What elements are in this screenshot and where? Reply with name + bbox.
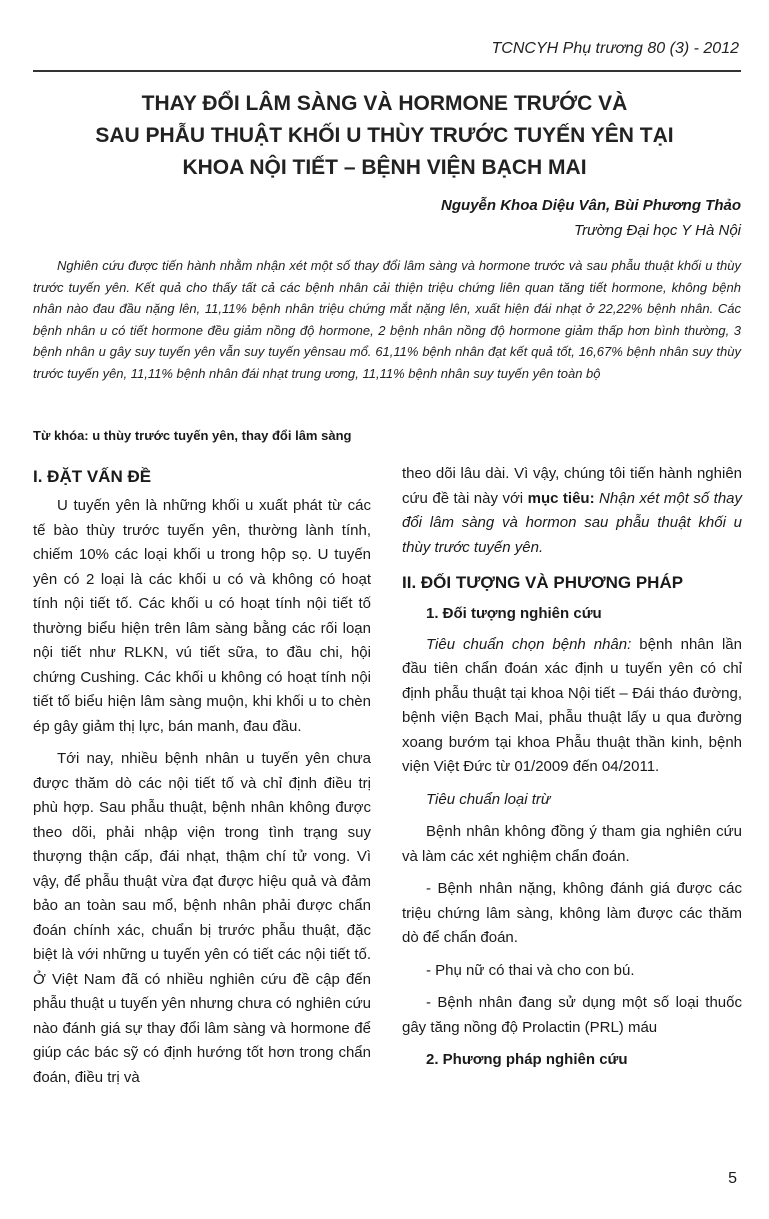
inclusion-label: Tiêu chuẩn chọn bệnh nhân: bbox=[426, 635, 632, 653]
paper-title bbox=[40, 88, 729, 184]
subsection-heading-1: 1. Đối tượng nghiên cứu bbox=[426, 605, 602, 622]
title-line-3: KHOA NỘI TIẾT – BỆNH VIỆN BẠCH MAI bbox=[182, 156, 587, 179]
objective-text: theo dõi lâu dài. Vì vậy, chúng tôi tiến hành nghiên cứu đề tài này với bbox=[402, 465, 742, 507]
title-line-1: THAY ĐỔI LÂM SÀNG VÀ HORMONE TRƯỚC VÀ bbox=[141, 92, 628, 115]
affiliation: Trường Đại học Y Hà Nội bbox=[574, 222, 741, 239]
journal-header: TCNCYH Phụ trương 80 (3) - 2012 bbox=[491, 40, 739, 57]
objective-paragraph bbox=[402, 462, 742, 560]
exclusion-label: Tiêu chuẩn loại trừ bbox=[426, 790, 551, 808]
left-column bbox=[33, 462, 371, 1098]
authors: Nguyễn Khoa Diệu Vân, Bùi Phương Thảo bbox=[441, 197, 741, 214]
inclusion-text: bệnh nhân lần đầu tiên chẩn đoán xác định u tuyến yên có chỉ định phẫu thuật tại khoa Nội tiết – Đái tháo đường, bệnh viện Bạch Mai, phẫu thuật lấy u qua đường xoang bướm tại khoa Phẫu thuật thần kinh, bệnh viện Việt Đức từ 01/2009 đến 04/2011. bbox=[402, 635, 742, 775]
page-number: 5 bbox=[728, 1170, 737, 1187]
intro-paragraph-2: Tới nay, nhiều bệnh nhân u tuyến yên chưa được thăm dò các nội tiết tố và chỉ định điều trị phù hợp. Sau phẫu thuật, bệnh nhân không được theo dõi, phải nhập viện trong tình trạng suy thượng thận cấp, đái nhạt, thậm chí tử vong. Vì vậy, để phẫu thuật vừa đạt được hiệu quả và đảm bảo an toàn sau mổ, bệnh nhân phải được chẩn đoán chính xác, chuẩn bị trước phẫu thuật, đặc biệt là với những u tuyến yên có tiết các nội tiết tố. Ở Việt Nam đã có nhiều nghiên cứu đề cập đến phẫu thuật u tuyến yên nhưng chưa có nghiên cứu nào đánh giá sự thay đổi lâm sàng và hormone để giúp các bác sỹ có định hướng tốt hơn trong chẩn đoán, điều trị và bbox=[33, 750, 371, 1086]
right-column bbox=[402, 462, 742, 1079]
exclusion-item-2: - Bệnh nhân nặng, không đánh giá được các triệu chứng lâm sàng, không làm được các thăm dò để chẩn đoán. bbox=[402, 880, 742, 946]
abstract: Nghiên cứu được tiến hành nhằm nhận xét một số thay đổi lâm sàng và hormone trước và sau phẫu thuật khối u thùy trước tuyến yên. Kết quả cho thấy tất cả các bệnh nhân cải thiện triệu chứng liên quan tăng tiết hormone, không bệnh nhân nào đau đầu nặng lên, 11,11% bệnh nhân triệu chứng mắt nặng lên, xuất hiện đái nhạt ở 22,22% bệnh nhân. Các bệnh nhân u có tiết hormone đều giảm nồng độ hormone, 2 bệnh nhân nồng độ hormone giảm thấp hơn bình thường, 3 bệnh nhân u gây suy tuyến yên vẫn suy tuyến yênsau mổ. 61,11% bệnh nhân đạt kết quả tốt, 16,67% bệnh nhân suy thùy trước tuyến yên, 11,11% bệnh nhân đái nhạt trung ương, 11,11% bệnh nhân suy tuyến yên toàn bộ bbox=[33, 258, 741, 381]
exclusion-item-4: - Bệnh nhân đang sử dụng một số loại thuốc gây tăng nồng độ Prolactin (PRL) máu bbox=[402, 994, 742, 1036]
intro-paragraph-1: U tuyến yên là những khối u xuất phát từ các tế bào thùy trước tuyến yên, thường lành tính, chiếm 10% các loại khối u trong hộp sọ. U tuyến yên có 2 loại là các khối u có và không có hoạt tính nội tiết tố. Các khối u có hoạt tính nội tiết tố thường biểu hiện trên lâm sàng bằng các rối loạn nội tiết như RLKN, vú tiết sữa, to đầu chi, hội chứng Cushing. Các khối u không có hoạt tính nội tiết tố biểu hiện lâm sàng muộn, khi khối u to chèn ép gây giảm thị lực, bán manh, đau đầu. bbox=[33, 497, 371, 735]
inclusion-criteria bbox=[402, 633, 742, 780]
exclusion-item-3: - Phụ nữ có thai và cho con bú. bbox=[426, 961, 635, 979]
exclusion-item-1: Bệnh nhân không đồng ý tham gia nghiên cứu và làm các xét nghiệm chẩn đoán. bbox=[402, 823, 742, 865]
keywords: Từ khóa: u thùy trước tuyến yên, thay đổi lâm sàng bbox=[33, 428, 352, 443]
title-line-2: SAU PHẪU THUẬT KHỐI U THÙY TRƯỚC TUYẾN YÊN TẠI bbox=[95, 124, 674, 147]
objective-italic: Nhận xét một số thay đổi lâm sàng và hormon sau phẫu thuật khối u thùy trước tuyến yên. bbox=[402, 489, 742, 556]
header-rule bbox=[33, 70, 741, 72]
objective-label: mục tiêu: bbox=[527, 489, 595, 507]
subsection-heading-2: 2. Phương pháp nghiên cứu bbox=[426, 1051, 628, 1068]
section-heading-1: I. ĐẶT VẤN ĐỀ bbox=[33, 467, 152, 486]
section-heading-2: II. ĐỐI TƯỢNG VÀ PHƯƠNG PHÁP bbox=[402, 573, 684, 592]
